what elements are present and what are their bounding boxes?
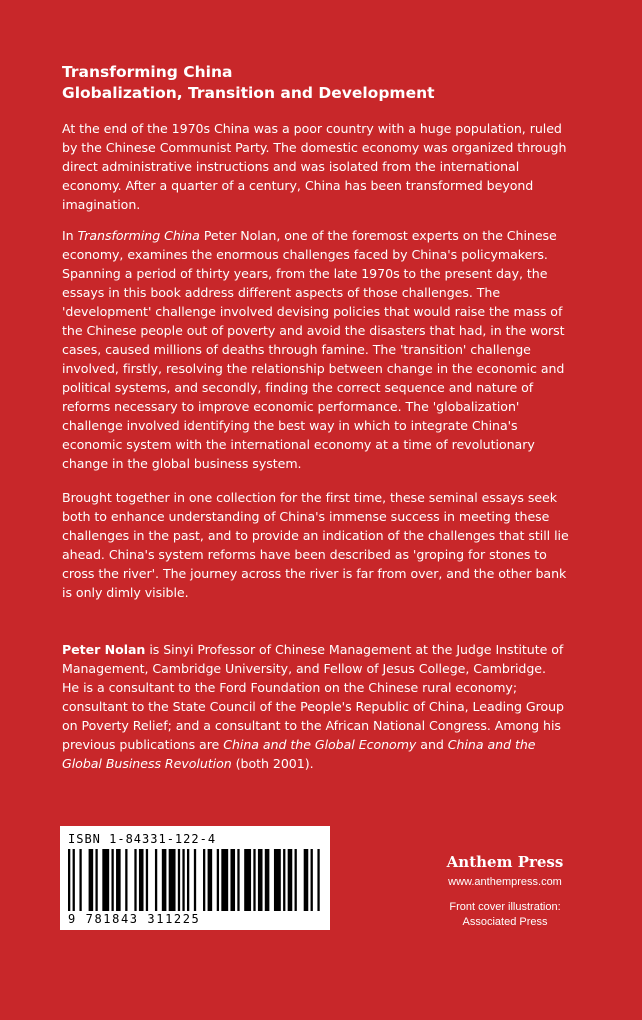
text-line bbox=[62, 735, 614, 754]
author-name: Peter Nolan bbox=[62, 642, 146, 657]
book-title-italic: Transforming China bbox=[77, 228, 200, 243]
text-line: economy, examines the enormous challenges faced by China's policymakers. bbox=[62, 247, 548, 262]
text-line: He is a consultant to the Ford Foundation on the Chinese rural economy; bbox=[62, 680, 518, 695]
text-fragment: In bbox=[62, 228, 78, 243]
text-line: by the Chinese Communist Party. The domestic economy was organized through bbox=[62, 140, 567, 155]
text-line: reforms necessary to improve economic performance. The 'globalization' bbox=[62, 399, 520, 414]
text-line: cases, caused millions of deaths through famine. The 'transition' challenge bbox=[62, 342, 531, 357]
text-line: the Chinese people out of poverty and avoid the disasters that had, in the worst bbox=[62, 323, 565, 338]
blurb-paragraph-2 bbox=[62, 226, 614, 473]
publisher-url: www.anthempress.com bbox=[448, 876, 562, 888]
text-fragment: previous publications are bbox=[62, 737, 224, 752]
book-title: Transforming China bbox=[62, 63, 233, 81]
text-line: At the end of the 1970s China was a poor country with a huge population, ruled bbox=[62, 121, 562, 136]
text-line: involved, firstly, resolving the relationship between change in the economic and bbox=[62, 361, 565, 376]
text-line: Management, Cambridge University, and Fellow of Jesus College, Cambridge. bbox=[62, 661, 546, 676]
text-line: change in the global business system. bbox=[62, 456, 302, 471]
text-line: imagination. bbox=[62, 197, 141, 212]
publisher-name: Anthem Press bbox=[446, 853, 564, 871]
text-line: Spanning a period of thirty years, from the late 1970s to the present day, the bbox=[62, 266, 548, 281]
publisher-block bbox=[420, 852, 590, 930]
isbn-number: ISBN 1-84331-122-4 bbox=[68, 832, 217, 846]
text-line: consultant to the State Council of the People's Republic of China, Leading Group bbox=[62, 699, 564, 714]
ean-digits: 9 781843 311225 bbox=[68, 912, 201, 926]
text-line bbox=[62, 640, 614, 659]
barcode-bars-icon bbox=[68, 849, 322, 911]
text-line: ahead. China's system reforms have been described as 'groping for stones to bbox=[62, 547, 547, 562]
text-line: is only dimly visible. bbox=[62, 585, 189, 600]
text-fragment: Peter Nolan, one of the foremost experts on the Chinese bbox=[199, 228, 557, 243]
book-title-italic: China and the bbox=[447, 737, 536, 752]
text-line: 'development' challenge involved devising policies that would raise the mass of bbox=[62, 304, 563, 319]
text-line: direct administrative instructions and was isolated from the international bbox=[62, 159, 520, 174]
text-line: Brought together in one collection for the first time, these seminal essays seek bbox=[62, 490, 558, 505]
text-line: challenge involved identifying the best way in which to integrate China's bbox=[62, 418, 518, 433]
isbn-barcode bbox=[60, 826, 330, 930]
text-fragment: and bbox=[416, 737, 448, 752]
cover-credit bbox=[420, 900, 590, 930]
book-title-italic: China and the Global Economy bbox=[223, 737, 417, 752]
text-line bbox=[62, 226, 614, 245]
cover-credit-line: Associated Press bbox=[462, 916, 548, 928]
text-line: challenges in the past, and to provide an indication of the challenges that still lie bbox=[62, 528, 569, 543]
book-title-block bbox=[62, 62, 622, 104]
blurb-paragraph-1 bbox=[62, 119, 614, 214]
text-line: economic system with the international economy at a time of revolutionary bbox=[62, 437, 535, 452]
text-line: on Poverty Relief; and a consultant to the African National Congress. Among his bbox=[62, 718, 561, 733]
text-line: cross the river'. The journey across the river is far from over, and the other bank bbox=[62, 566, 567, 581]
blurb-paragraph-3 bbox=[62, 488, 614, 602]
text-line bbox=[62, 754, 614, 773]
text-fragment: (both 2001). bbox=[231, 756, 314, 771]
text-line: political systems, and secondly, finding the correct sequence and nature of bbox=[62, 380, 534, 395]
cover-credit-line: Front cover illustration: bbox=[449, 901, 561, 913]
book-subtitle: Globalization, Transition and Development bbox=[62, 84, 435, 102]
book-title-italic: Global Business Revolution bbox=[62, 756, 232, 771]
text-line: both to enhance understanding of China's immense success in meeting these bbox=[62, 509, 550, 524]
text-line: essays in this book address different aspects of those challenges. The bbox=[62, 285, 501, 300]
author-bio bbox=[62, 640, 614, 773]
text-line: economy. After a quarter of a century, China has been transformed beyond bbox=[62, 178, 534, 193]
text-fragment: is Sinyi Professor of Chinese Management at the Judge Institute of bbox=[145, 642, 564, 657]
